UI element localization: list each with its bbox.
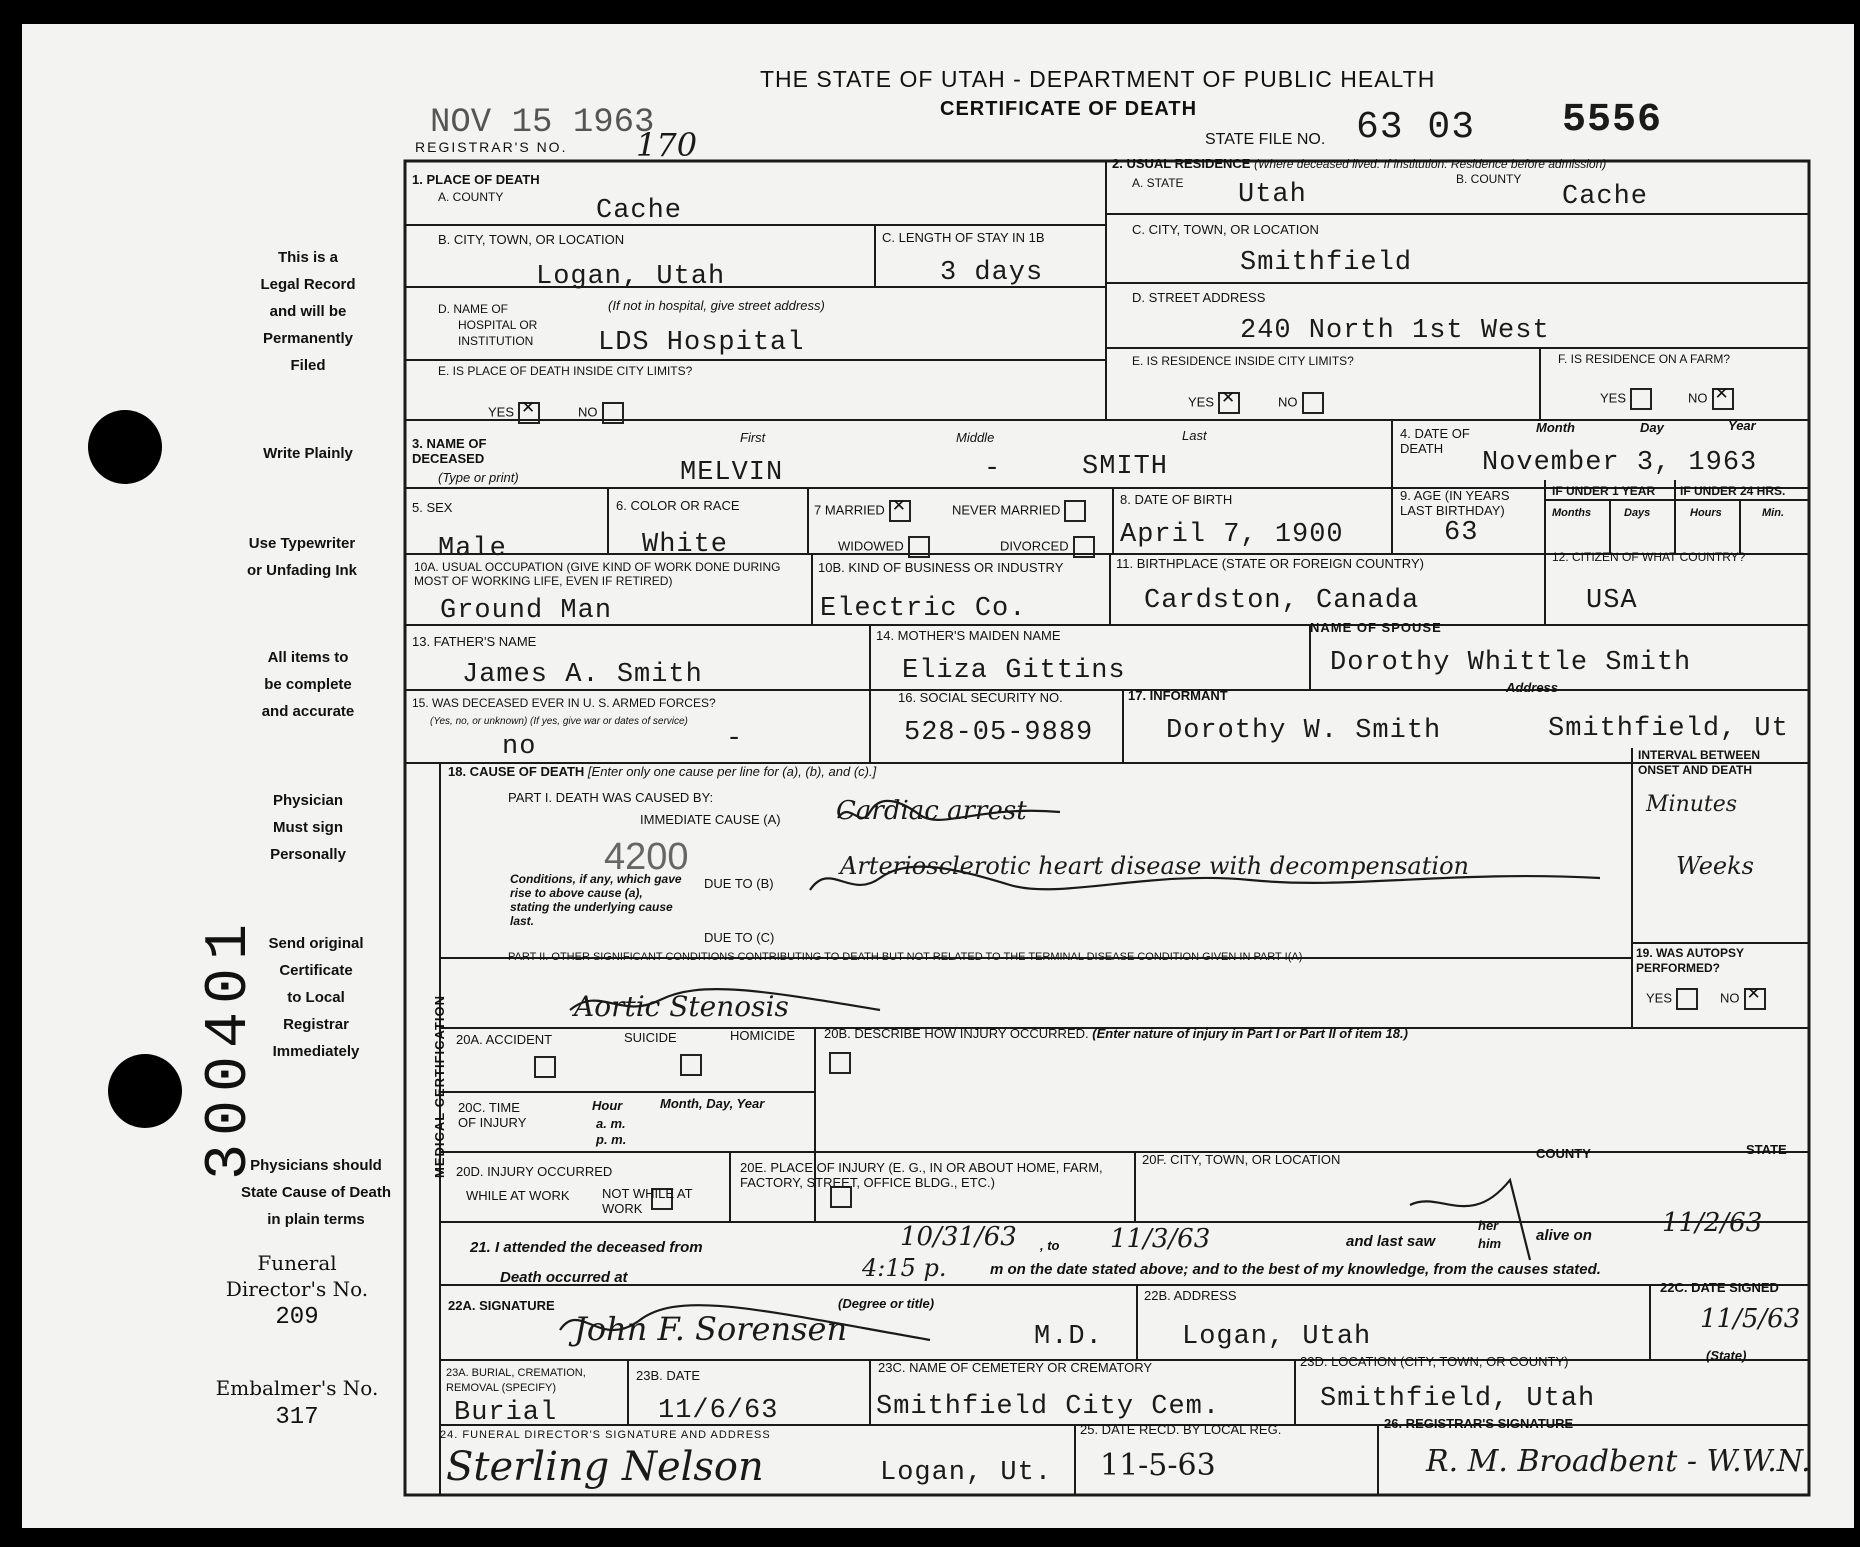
res-county: Cache [1562,182,1649,212]
race-value: White [642,530,729,560]
autopsy-yes[interactable]: YES [1646,988,1698,1010]
state-file-no: 63 03 [1356,106,1476,149]
burial-date: 11/6/63 [658,1396,779,1426]
embalmer-no: 317 [275,1404,319,1431]
occupation-value: Ground Man [440,596,613,626]
place-inside-no[interactable]: NO [578,402,624,424]
spouse-label: NAME OF SPOUSE [1310,620,1442,635]
location-value: Smithfield, Utah [1320,1384,1596,1414]
note-write-plainly: Write Plainly [263,445,353,462]
last-name: SMITH [1082,452,1169,482]
state-file-no2: 5556 [1562,98,1663,143]
never-married[interactable]: NEVER MARRIED [952,500,1086,522]
occurred-label: 20D. INJURY OCCURRED [456,1164,613,1179]
immediate-label: IMMEDIATE CAUSE (A) [640,812,781,827]
time-injury-label: 20C. TIME OF INJURY [458,1100,527,1130]
am-label: a. m. [596,1116,626,1131]
suicide-checkbox[interactable] [680,1054,702,1076]
checkbox-yes[interactable] [1630,388,1652,410]
page-subtitle: CERTIFICATE OF DEATH [940,98,1198,120]
birth-label: 8. DATE OF BIRTH [1120,492,1233,507]
accident-checkbox[interactable] [534,1056,556,1078]
registrar-signature: R. M. Broadbent - W.W.N. [1426,1444,1811,1479]
attended-to: 11/3/63 [1110,1224,1211,1254]
alive-date: 11/2/63 [1662,1208,1763,1238]
stay-label: C. LENGTH OF STAY IN 1B [882,230,1045,245]
hours-label: Hours [1690,507,1722,519]
funeral-director-address: Logan, Ut. [880,1458,1053,1488]
registrar-no: 170 [636,126,698,164]
farm-no[interactable]: NO✕ [1688,388,1734,410]
mother-label: 14. MOTHER'S MAIDEN NAME [876,628,1061,643]
cemetery-label: 23C. NAME OF CEMETERY OR CREMATORY [878,1360,1153,1375]
place-label: 1. PLACE OF DEATH [412,172,540,187]
death-date-label: 4. DATE OF DEATH [1400,426,1470,456]
day-label: Day [1640,420,1664,435]
death-date: November 3, 1963 [1482,448,1758,478]
business-value: Electric Co. [820,594,1027,624]
ssn-value: 528-05-9889 [904,718,1094,748]
page-title: THE STATE OF UTAH - DEPARTMENT OF PUBLIC HEALTH [760,66,1436,92]
month-label: Month [1536,420,1575,435]
injury-county-label: COUNTY [1536,1146,1591,1161]
forces-label: 15. WAS DECEASED EVER IN U. S. ARMED FORCES? [412,696,716,710]
alive-on-label: alive on [1536,1227,1592,1244]
not-work[interactable]: NOT WHILE AT WORK [602,1186,693,1216]
occurred-at-label: Death occurred at [500,1269,628,1286]
middle-label: Middle [956,430,995,445]
first-name: MELVIN [680,458,784,488]
divorced[interactable]: DIVORCED [1000,536,1095,558]
death-time: 4:15 p. [862,1254,947,1282]
autopsy-no[interactable]: NO✕ [1720,988,1766,1010]
forces-value: no [502,732,537,762]
place-city-label: B. CITY, TOWN, OR LOCATION [438,232,625,247]
place-county-label: A. COUNTY [438,190,504,204]
days-label: Days [1624,507,1651,519]
place-inside-label: E. IS PLACE OF DEATH INSIDE CITY LIMITS? [438,364,693,378]
checkbox-yes[interactable] [518,402,540,424]
race-label: 6. COLOR OR RACE [616,498,740,513]
attended-label: 21. I attended the deceased from [470,1239,703,1256]
hospital-label-c: INSTITUTION [458,334,534,348]
ssn-label: 16. SOCIAL SECURITY NO. [898,690,1063,705]
place-inside-yes[interactable]: YES✕ [488,402,540,424]
residence-label: 2. USUAL RESIDENCE (Where deceased lived. If institution: Residence before admission) [1112,156,1607,171]
spouse-value: Dorothy Whittle Smith [1330,648,1692,678]
place-city: Logan, Utah [536,262,726,292]
res-state-label: A. STATE [1132,176,1184,190]
deceased-label: 3. NAME OF DECEASED [412,436,487,466]
year-label: Year [1728,418,1756,433]
accident-label: 20A. ACCIDENT [456,1032,553,1047]
birthplace-value: Cardston, Canada [1144,586,1420,616]
father-label: 13. FATHER'S NAME [412,634,537,649]
interval-label: INTERVAL BETWEEN ONSET AND DEATH [1638,748,1761,777]
res-inside-label: E. IS RESIDENCE INSIDE CITY LIMITS? [1132,354,1354,368]
attended-from: 10/31/63 [900,1222,1017,1252]
checkbox-yes[interactable] [1218,392,1240,414]
date-stamp: NOV 15 1963 [430,104,655,142]
months-label: Months [1552,507,1592,519]
checkbox-never-married[interactable] [1064,500,1086,522]
place-injury-label: 20E. PLACE OF INJURY (E. G., IN OR ABOUT HOME, FARM, FACTORY, STREET, OFFICE BLDG., ETC.) [740,1160,1103,1190]
res-street: 240 North 1st West [1240,316,1550,346]
interval-a: Minutes [1646,792,1738,817]
funeral-director-no: 209 [275,1304,319,1331]
address-22b-value: Logan, Utah [1182,1322,1372,1352]
checkbox-no[interactable] [1712,388,1734,410]
date-recd-label: 25. DATE RECD. BY LOCAL REG. [1080,1422,1282,1437]
married[interactable]: 7 MARRIED✕ [814,500,911,522]
birth-value: April 7, 1900 [1120,520,1344,550]
hospital-label-a: D. NAME OF [438,302,509,316]
checkbox-yes[interactable] [1676,988,1698,1010]
part2-value: Aortic Stenosis [574,990,789,1023]
injury-city-label: 20F. CITY, TOWN, OR LOCATION [1142,1152,1341,1167]
registrar-sig-label: 26. REGISTRAR'S SIGNATURE [1384,1416,1574,1431]
her-label: her [1478,1218,1499,1233]
checkbox-no[interactable] [1744,988,1766,1010]
degree-label: (Degree or title) [838,1296,935,1311]
homicide-label: HOMICIDE [730,1028,795,1043]
informant-address: Smithfield, Ut [1548,714,1789,744]
widowed[interactable]: WIDOWED [838,536,930,558]
suicide-label: SUICIDE [624,1030,677,1045]
farm-label: F. IS RESIDENCE ON A FARM? [1558,352,1731,366]
knowledge-text: m on the date stated above; and to the best of my knowledge, from the causes stated. [990,1261,1601,1278]
cause-code: 4200 [604,836,689,878]
age-value: 63 [1444,518,1479,548]
state-file-label: STATE FILE NO. [1205,131,1326,148]
registrar-no-label: REGISTRAR'S NO. [415,139,568,155]
due-c-label: DUE TO (C) [704,930,775,945]
stay-value: 3 days [940,258,1044,288]
note-send-original: Send original Certificate to Local Registrar Immediately [268,935,364,1060]
informant-label: 17. INFORMANT [1128,688,1228,703]
type-note: (Type or print) [438,470,519,485]
last-label: Last [1182,428,1207,443]
state-note: (State) [1706,1348,1747,1363]
sex-value: Male [438,534,507,564]
farm-yes[interactable]: YES [1600,388,1652,410]
middle-name: - [984,454,1002,484]
res-inside-no[interactable]: NO [1278,392,1324,414]
address-label: Address [1506,680,1559,695]
note-legal-record: This is a Legal Record and will be Permanently Filed [260,249,356,374]
last-saw-label: and last saw [1346,1233,1436,1250]
mother-value: Eliza Gittins [902,656,1126,686]
signature-label: 22A. SIGNATURE [448,1298,555,1313]
checkbox-married[interactable] [889,500,911,522]
business-label: 10B. KIND OF BUSINESS OR INDUSTRY [818,560,1064,575]
forces-dates: - [726,724,744,754]
res-inside-yes[interactable]: YES✕ [1188,392,1240,414]
autopsy-label: 19. WAS AUTOPSY PERFORMED? [1636,946,1744,975]
funeral-director-sig-label: 24. FUNERAL DIRECTOR'S SIGNATURE AND ADDRESS [440,1429,771,1441]
note-typewriter: Use Typewriter or Unfading Ink [247,535,357,579]
res-county-label: B. COUNTY [1456,172,1522,186]
injury-state-label: STATE [1746,1142,1787,1157]
under-24hr-label: IF UNDER 24 HRS. [1680,484,1786,498]
pm-label: p. m. [596,1132,627,1147]
note-physician: Physician Must sign Personally [270,792,346,863]
cemetery-value: Smithfield City Cem. [876,1392,1221,1422]
checkbox-no[interactable] [1302,392,1324,414]
part1-label: PART I. DEATH WAS CAUSED BY: [508,790,714,805]
location-label: 23D. LOCATION (CITY, TOWN, OR COUNTY) [1300,1354,1569,1369]
conditions-note: Conditions, if any, which gave rise to above cause (a), stating the underlying cause last. [510,872,682,928]
due-b-label: DUE TO (B) [704,876,774,891]
citizen-label: 12. CITIZEN OF WHAT COUNTRY? [1552,550,1746,564]
while-work[interactable]: WHILE AT WORK [466,1188,570,1203]
medical-certification-label: MEDICAL CERTIFICATION [432,994,447,1178]
checkbox-no[interactable] [602,402,624,424]
interval-b: Weeks [1676,852,1754,880]
embalmer-label: Embalmer's No. [215,1376,379,1400]
funeral-director-signature: Sterling Nelson [446,1444,764,1490]
spine-number: 300401 [196,915,264,1180]
birthplace-label: 11. BIRTHPLACE (STATE OR FOREIGN COUNTRY) [1116,556,1424,571]
father-value: James A. Smith [462,660,703,690]
mdy-label: Month, Day, Year [660,1096,765,1111]
sex-label: 5. SEX [412,500,453,515]
res-city-label: C. CITY, TOWN, OR LOCATION [1132,222,1319,237]
burial-method: Burial [454,1398,558,1428]
date-signed-value: 11/5/63 [1700,1304,1801,1334]
homicide-checkbox[interactable] [829,1052,851,1074]
due-b-value: Arteriosclerotic heart disease with decompensation [840,852,1469,880]
hospital-value: LDS Hospital [598,328,805,358]
place-county: Cache [596,196,683,226]
hospital-label-b: HOSPITAL OR [458,318,538,332]
first-label: First [740,430,766,445]
note-cause-plain: Physicians should State Cause of Death in plain terms [240,1157,392,1228]
hospital-note: (If not in hospital, give street address) [608,298,825,313]
forces-note: (Yes, no, or unknown) (If yes, give war or dates of service) [430,716,688,727]
burial-date-label: 23B. DATE [636,1368,701,1383]
him-label: him [1478,1236,1502,1251]
physician-signature: John F. Sorensen [574,1310,848,1348]
age-label: 9. AGE (IN YEARS LAST BIRTHDAY) [1400,488,1510,518]
to-label: , to [1040,1238,1060,1253]
checkbox-divorced[interactable] [1073,536,1095,558]
funeral-director-label: Funeral Director's No. [225,1251,369,1301]
address-22b-label: 22B. ADDRESS [1144,1288,1237,1303]
degree-value: M.D. [1034,1322,1103,1352]
res-state: Utah [1238,180,1307,210]
burial-method-label: 23A. BURIAL, CREMATION, REMOVAL (SPECIFY) [446,1367,586,1394]
date-signed-label: 22C. DATE SIGNED [1660,1280,1779,1295]
describe-label: 20B. DESCRIBE HOW INJURY OCCURRED. (Enter nature of injury in Part I or Part II of item 18.) [824,1026,1408,1041]
citizen-value: USA [1586,586,1638,616]
res-city: Smithfield [1240,248,1413,278]
min-label: Min. [1762,507,1784,519]
checkbox-widowed[interactable] [908,536,930,558]
part2-label: PART II. OTHER SIGNIFICANT CONDITIONS CONTRIBUTING TO DEATH BUT NOT RELATED TO THE TERMINAL DISEASE CONDITION GIVEN IN PART I(A) [508,951,1303,963]
date-recd-value: 11-5-63 [1100,1448,1216,1483]
cause-label: 18. CAUSE OF DEATH [Enter only one cause per line for (a), (b), and (c).] [448,764,877,779]
note-complete: All items to be complete and accurate [261,649,355,720]
informant-value: Dorothy W. Smith [1166,716,1442,746]
hour-label: Hour [592,1098,623,1113]
res-street-label: D. STREET ADDRESS [1132,290,1266,305]
under-1yr-label: IF UNDER 1 YEAR [1552,484,1656,498]
occupation-label: 10A. USUAL OCCUPATION (GIVE KIND OF WORK DONE DURING MOST OF WORKING LIFE, EVEN IF RETIRED) [414,560,781,588]
immediate-cause: Cardiac arrest [836,796,1027,826]
